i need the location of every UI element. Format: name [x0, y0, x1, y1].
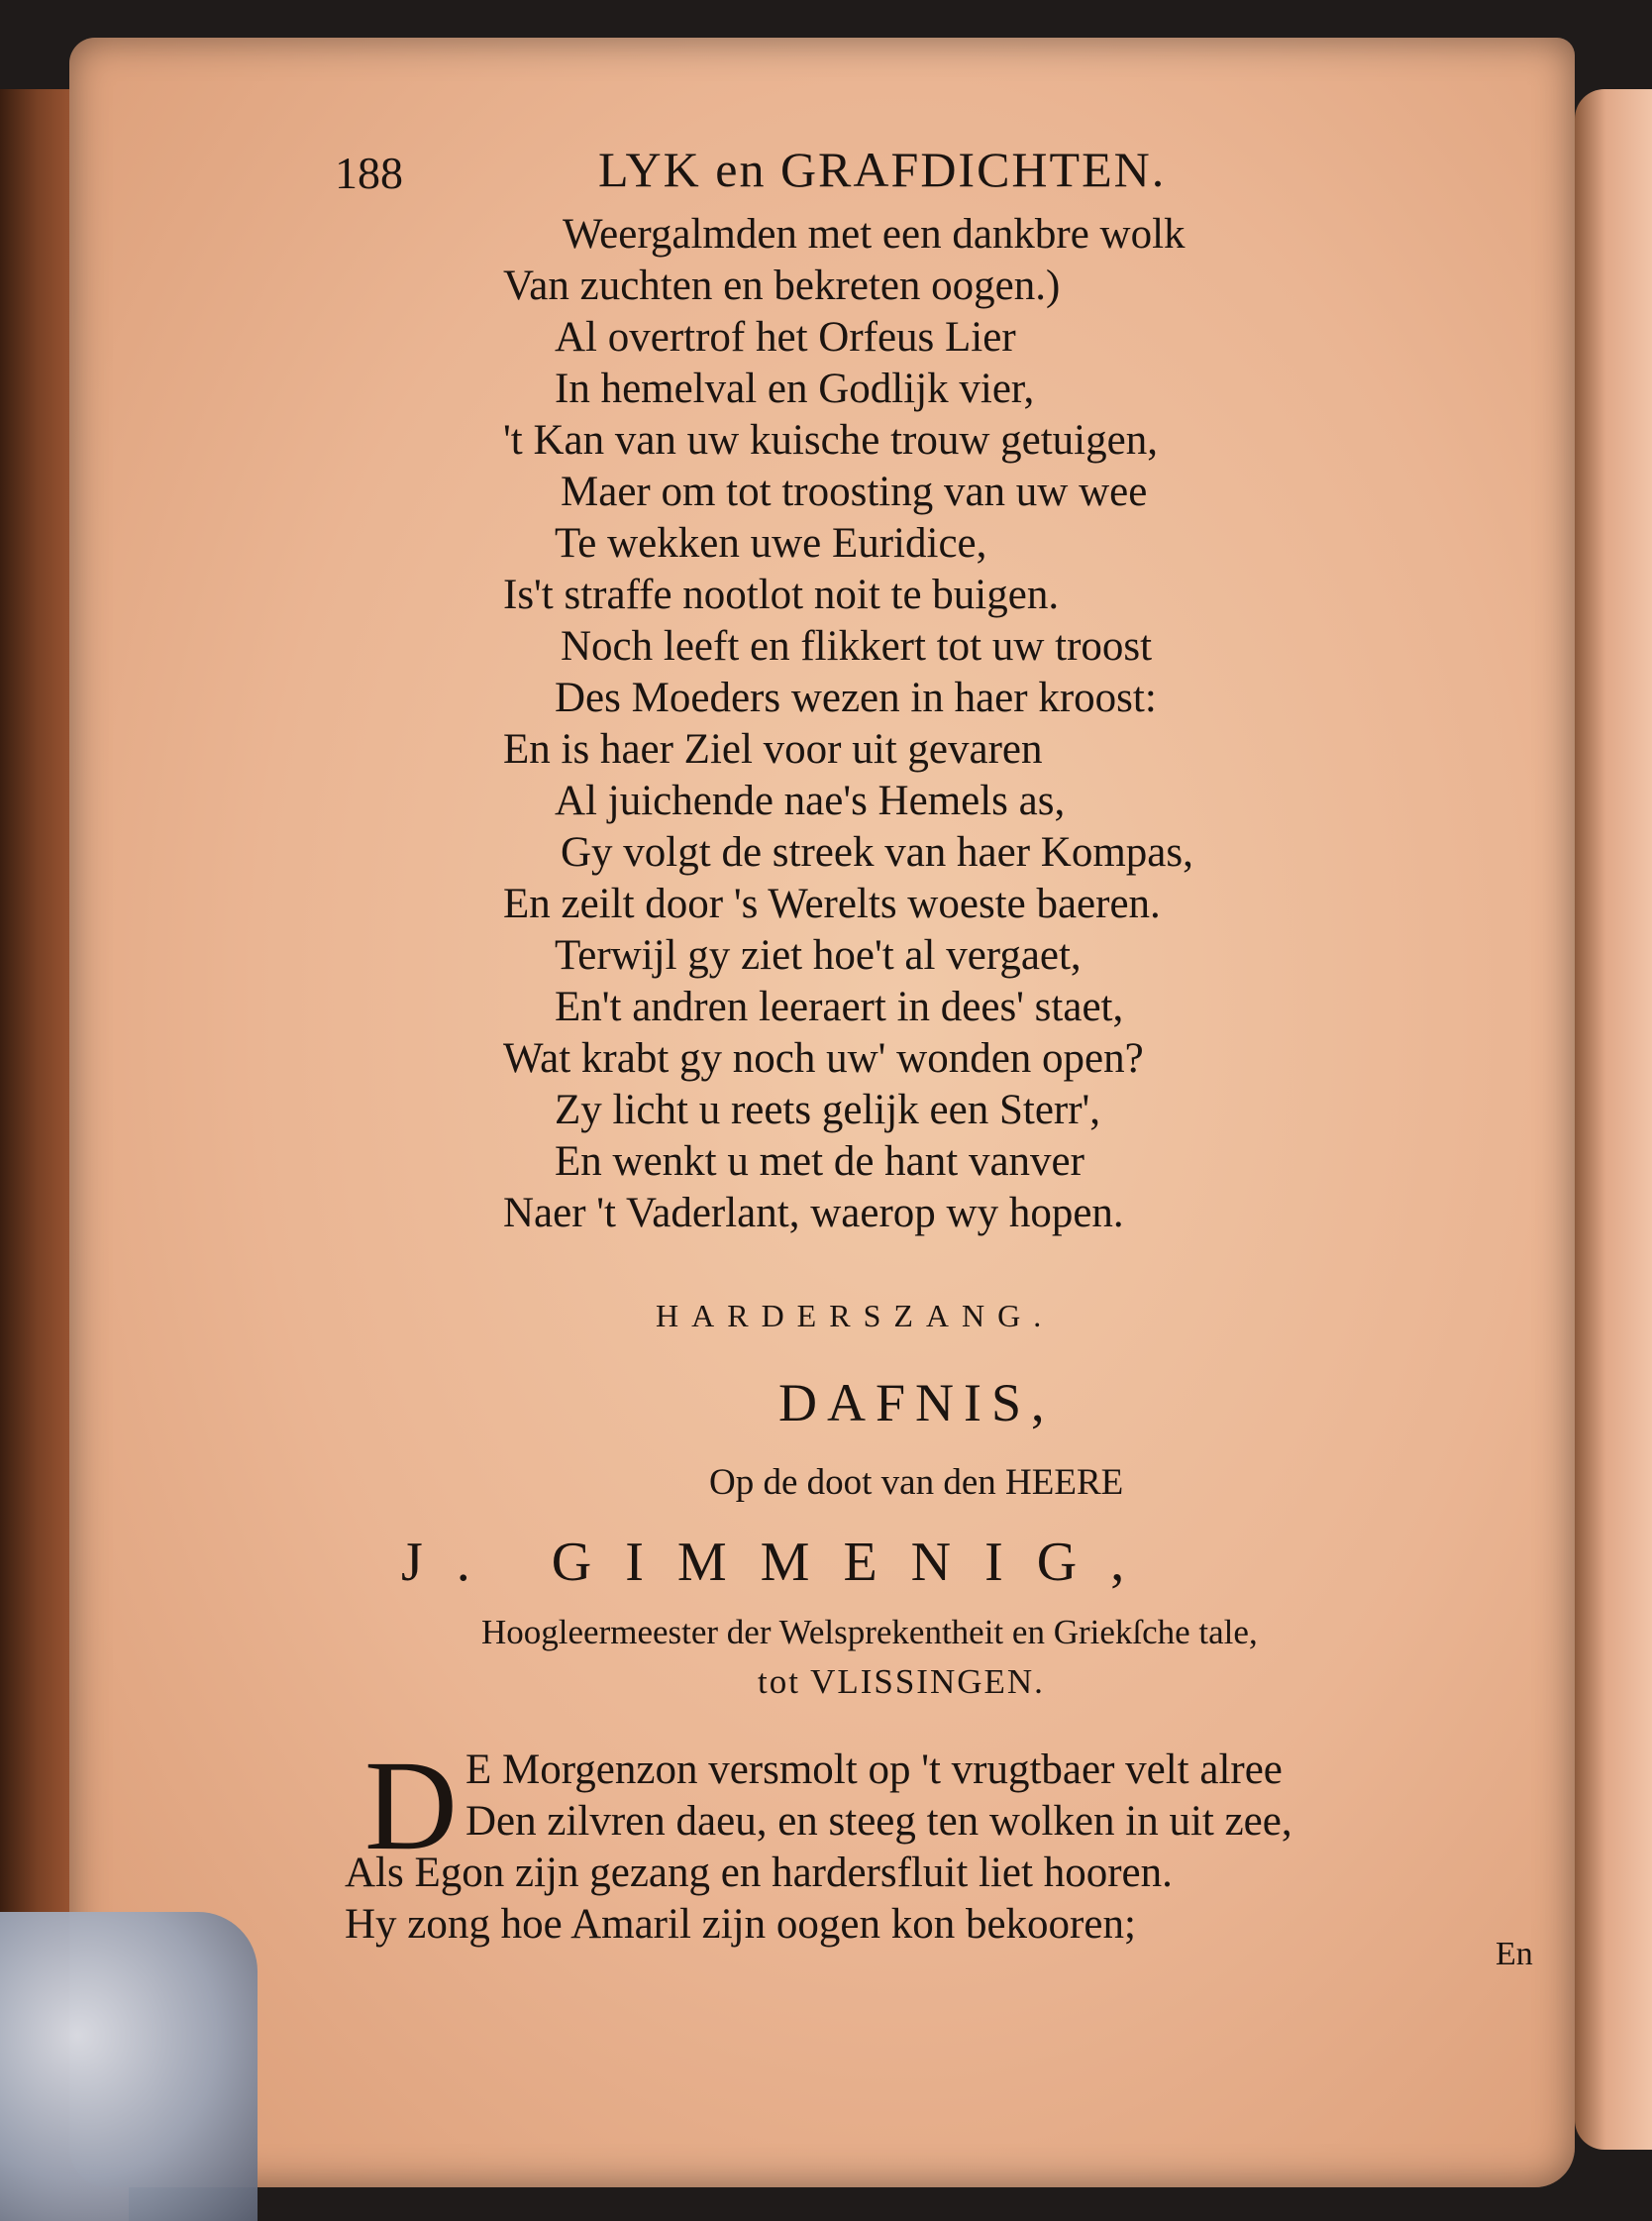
catchword: En — [1496, 1936, 1533, 1972]
poem-line: En is haer Ziel voor uit gevaren — [503, 726, 1043, 773]
poem-line: Den zilvren daeu, en steeg ten wolken in uit zee, — [465, 1798, 1292, 1845]
poem-title: DAFNIS, — [778, 1373, 1055, 1432]
book-strap — [0, 1912, 258, 2221]
dedicatee-name: J. GIMMENIG, — [401, 1532, 1159, 1593]
poem-line: Wat krabt gy noch uw' wonden open? — [503, 1035, 1144, 1082]
poem-line: Al overtrof het Orfeus Lier — [555, 314, 1016, 361]
poem-line: Als Egon zijn gezang en hardersfluit liet hooren. — [345, 1850, 1173, 1896]
poem-line: Al juichende nae's Hemels as, — [555, 778, 1066, 824]
poem-line: E Morgenzon versmolt op 't vrugtbaer velt alree — [465, 1746, 1283, 1793]
poem-line: Van zuchten en bekreten oogen.) — [503, 263, 1061, 309]
poem-line: Terwijl gy ziet hoe't al vergaet, — [555, 932, 1082, 979]
poem-line: In hemelval en Godlijk vier, — [555, 366, 1035, 412]
poem-line: Hy zong hoe Amaril zijn oogen kon bekooren; — [345, 1901, 1136, 1948]
poem-line: Des Moeders wezen in haer kroost: — [555, 675, 1157, 721]
poem-line: Gy volgt de streek van haer Kompas, — [561, 829, 1193, 876]
poem-line: En zeilt door 's Werelts woeste baeren. — [503, 881, 1161, 927]
poem-line: Is't straffe nootlot noit te buigen. — [503, 572, 1060, 618]
facing-page-edge — [1575, 89, 1652, 2150]
poem-line: Te wekken uwe Euridice, — [555, 520, 987, 567]
poem-line: En't andren leeraert in dees' staet, — [555, 984, 1124, 1030]
poem-line: En wenkt u met de hant vanver — [555, 1138, 1084, 1185]
poem-line: Noch leeft en flikkert tot uw troost — [561, 623, 1153, 670]
poem-line: Zy licht u reets gelijk een Sterr', — [555, 1087, 1101, 1133]
poem-line: Weergalmden met een dankbre wolk — [563, 211, 1186, 258]
dedicatee-location: tot VLISSINGEN. — [758, 1662, 1045, 1701]
page-number: 188 — [335, 148, 403, 198]
dedicatee-description: Hoogleermeester der Welsprekentheit en Griekſche tale, — [481, 1613, 1258, 1651]
running-title: LYK en GRAFDICHTEN. — [598, 142, 1167, 197]
drop-cap: D — [364, 1735, 458, 1877]
genre-heading: HARDERSZANG. — [656, 1298, 1055, 1333]
poem-line: Maer om tot troosting van uw wee — [561, 469, 1148, 515]
poem-line: 't Kan van uw kuische trouw getuigen, — [503, 417, 1158, 464]
poem-subtitle: Op de doot van den HEERE — [709, 1462, 1124, 1503]
poem-line: Naer 't Vaderlant, waerop wy hopen. — [503, 1190, 1124, 1236]
